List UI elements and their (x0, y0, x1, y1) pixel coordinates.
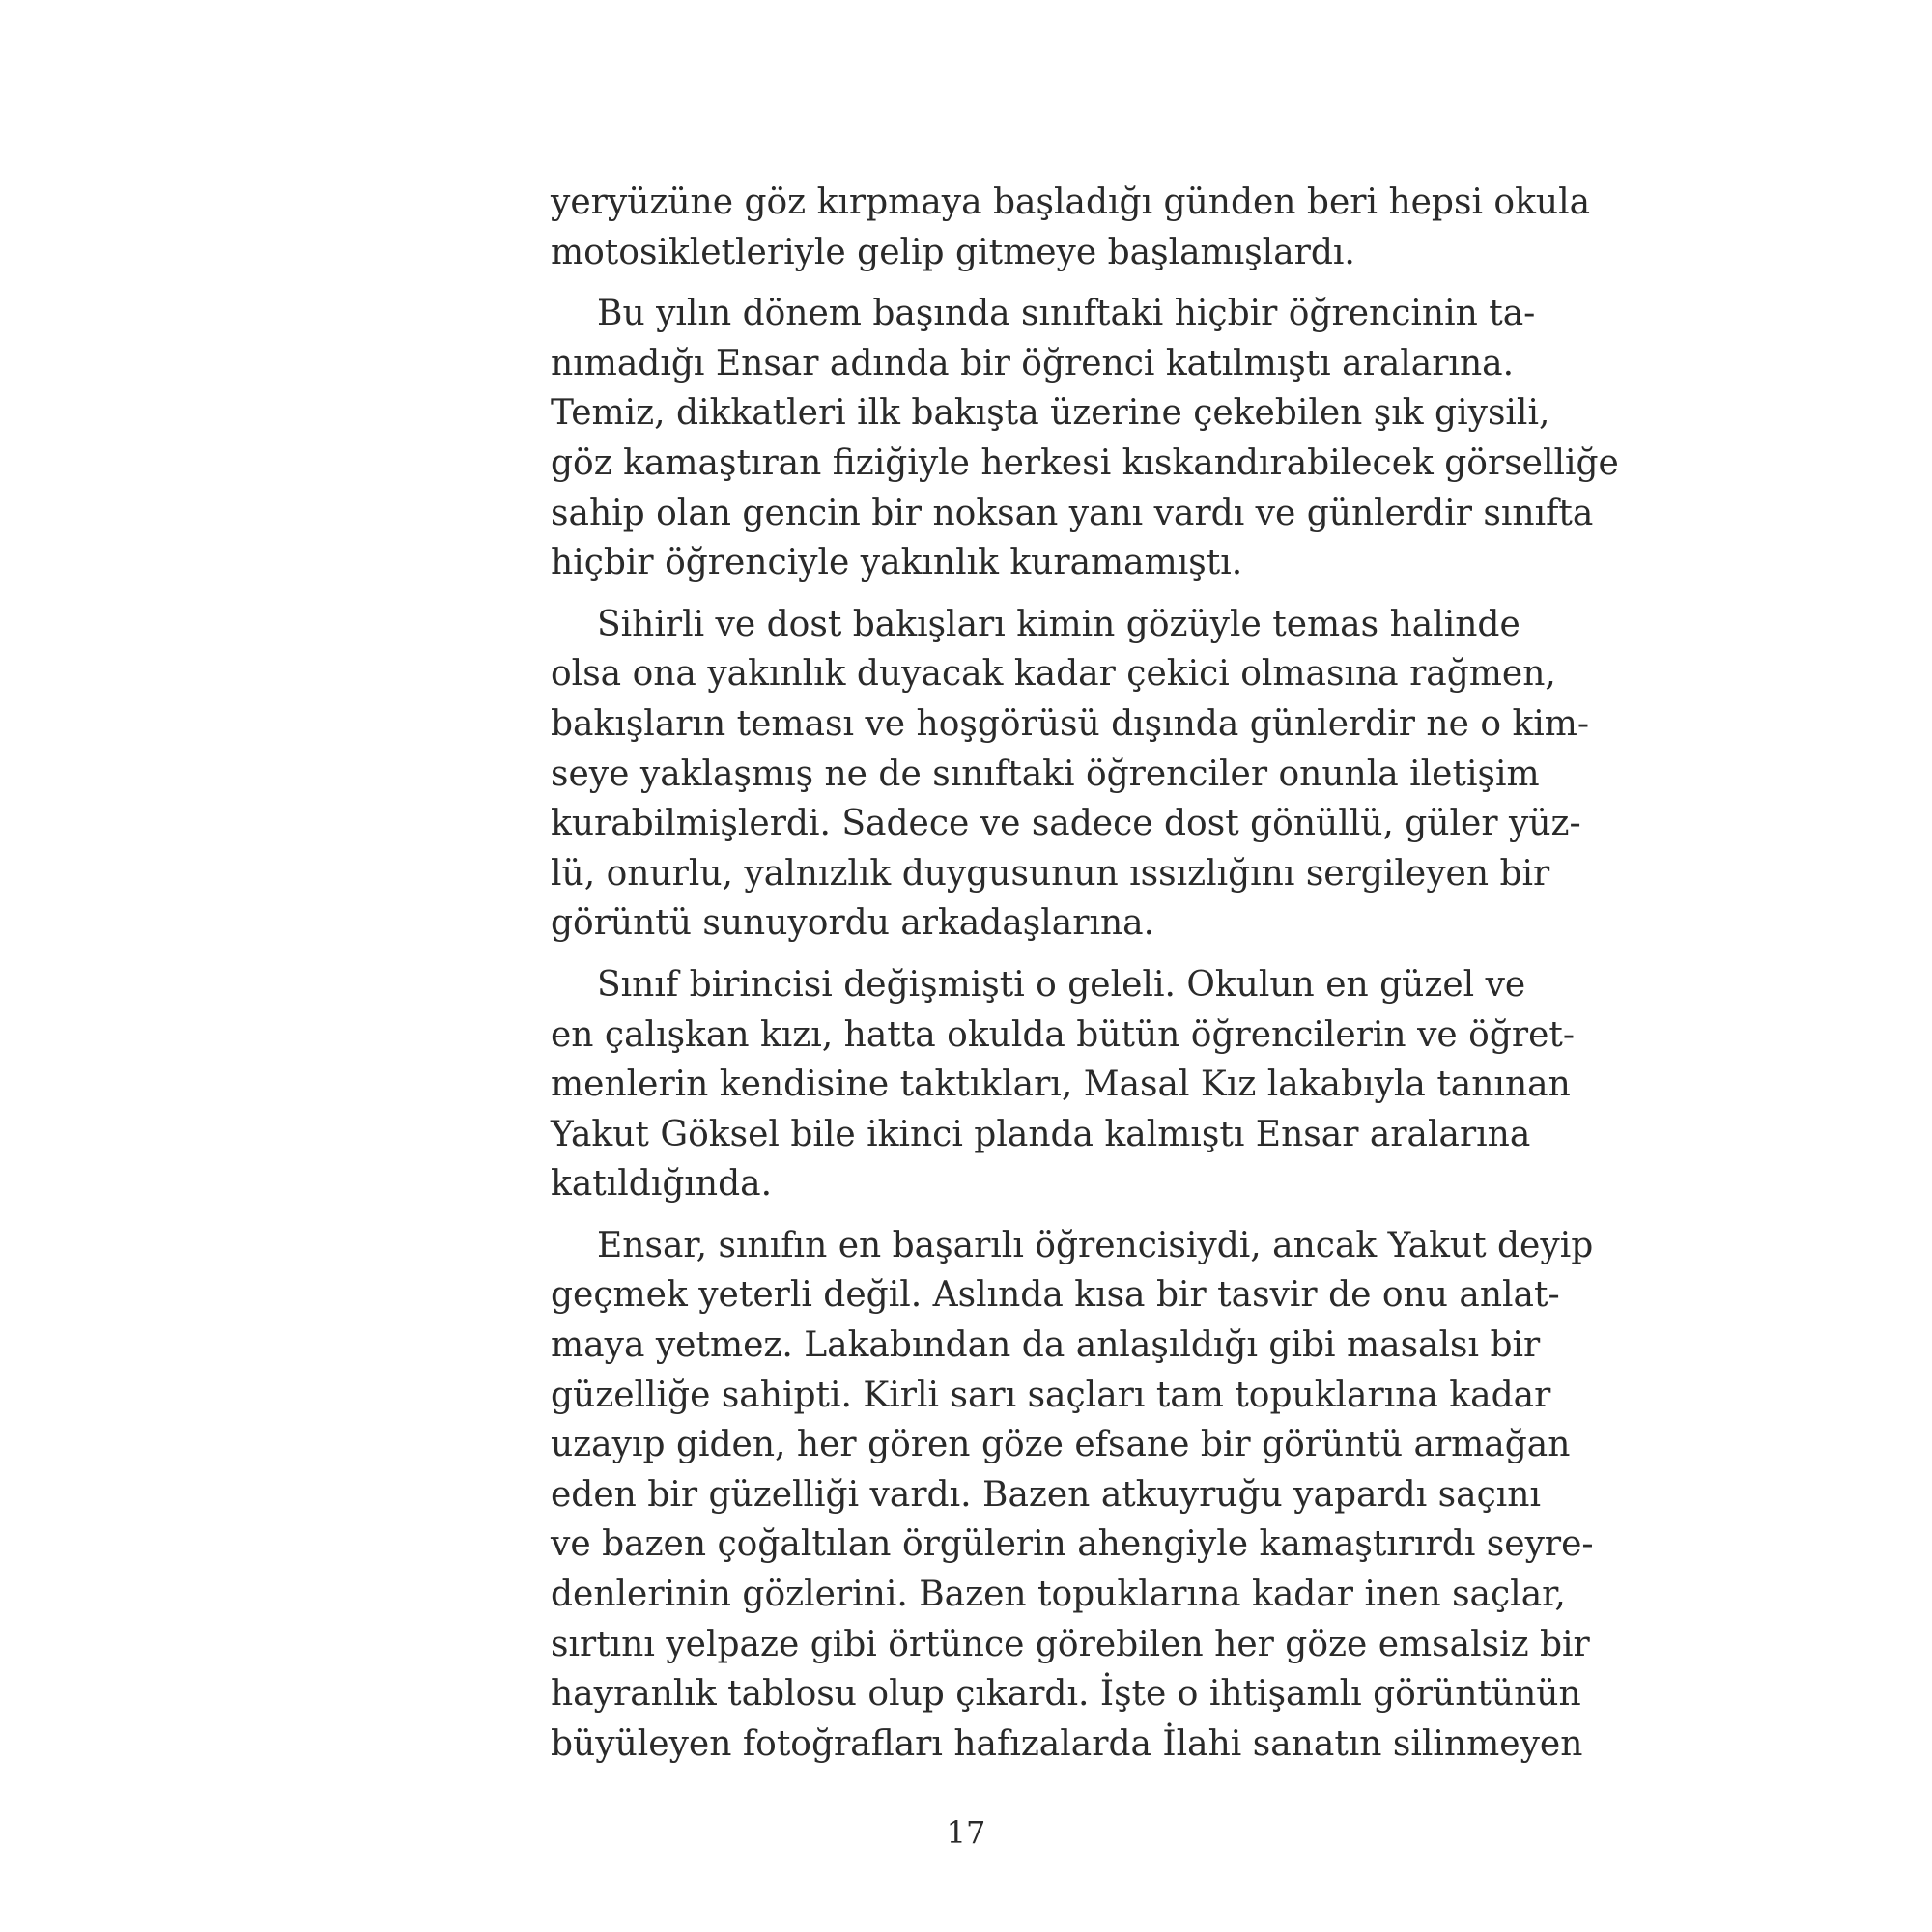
paragraph-5 (551, 1221, 1594, 1770)
text-line: kurabilmişlerdi. Sadece ve sadece dost gönüllü, güler yüz- (551, 804, 1581, 844)
text-line: denlerinin gözlerini. Bazen topuklarına kadar inen saçlar, (551, 1575, 1566, 1615)
text-line: görüntü sunuyordu arkadaşlarına. (551, 903, 1155, 944)
text-line: ve bazen çoğaltılan örgülerin ahengiyle kamaştırırdı seyre- (551, 1524, 1594, 1565)
text-line: büyüleyen fotoğrafları hafızalarda İlahi sanatın silinmeyen (551, 1723, 1583, 1764)
text-line: seye yaklaşmış ne de sınıftaki öğrenciler onunla iletişim (551, 753, 1540, 794)
body-text (551, 178, 1619, 1780)
paragraph-4 (551, 960, 1576, 1209)
text-line: katıldığında. (551, 1164, 773, 1205)
text-line: menlerin kendisine taktıkları, Masal Kız lakabıyla tanınan (551, 1065, 1571, 1105)
text-line: sırtını yelpaze gibi örtünce görebilen her göze emsalsiz bir (551, 1624, 1590, 1664)
text-line: göz kamaştıran fiziğiyle herkesi kıskandırabilecek görselliğe (551, 442, 1619, 483)
text-line: geçmek yeterli değil. Aslında kısa bir tasvir de onu anlat- (551, 1275, 1560, 1316)
text-line: Sınıf birincisi değişmişti o geleli. Okulun en güzel ve (597, 964, 1526, 1005)
text-line: maya yetmez. Lakabından da anlaşıldığı gibi masalsı bir (551, 1325, 1541, 1366)
text-line: Temiz, dikkatleri ilk bakışta üzerine çekebilen şık giysili, (551, 393, 1550, 434)
text-line: hayranlık tablosu olup çıkardı. İşte o ihtişamlı görüntünün (551, 1674, 1581, 1715)
text-line: lü, onurlu, yalnızlık duygusunun ıssızlığını sergileyen bir (551, 853, 1550, 894)
paragraph-1 (551, 178, 1591, 277)
text-line: olsa ona yakınlık duyacak kadar çekici olmasına rağmen, (551, 654, 1556, 695)
page-number: 17 (946, 1814, 986, 1851)
text-line: motosikletleriyle gelip gitmeye başlamışlardı. (551, 232, 1355, 272)
text-line: güzelliğe sahipti. Kirli sarı saçları tam topuklarına kadar (551, 1375, 1551, 1415)
text-line: Yakut Göksel bile ikinci planda kalmıştı Ensar aralarına (551, 1114, 1531, 1154)
text-line: yeryüzüne göz kırpmaya başladığı günden beri hepsi okula (551, 183, 1591, 222)
text-line: Ensar, sınıfın en başarılı öğrencisiydi, ancak Yakut deyip (597, 1225, 1594, 1265)
text-line: Sihirli ve dost bakışları kimin gözüyle temas halinde (597, 604, 1520, 644)
text-line: bakışların teması ve hoşgörüsü dışında günlerdir ne o kim- (551, 703, 1590, 744)
text-line: hiçbir öğrenciyle yakınlık kuramamıştı. (551, 543, 1243, 583)
text-line: sahip olan gencin bir noksan yanı vardı ve günlerdir sınıfta (551, 493, 1594, 533)
text-line: uzayıp giden, her gören göze efsane bir görüntü armağan (551, 1425, 1571, 1465)
text-line: Bu yılın dönem başında sınıftaki hiçbir öğrencinin ta- (597, 294, 1536, 334)
text-line: eden bir güzelliği vardı. Bazen atkuyruğu yapardı saçını (551, 1474, 1541, 1515)
paragraph-2 (551, 289, 1619, 588)
text-line: nımadığı Ensar adında bir öğrenci katılmıştı aralarına. (551, 343, 1515, 384)
text-line: en çalışkan kızı, hatta okulda bütün öğrencilerin ve öğret- (551, 1014, 1576, 1055)
paragraph-3 (551, 600, 1590, 949)
